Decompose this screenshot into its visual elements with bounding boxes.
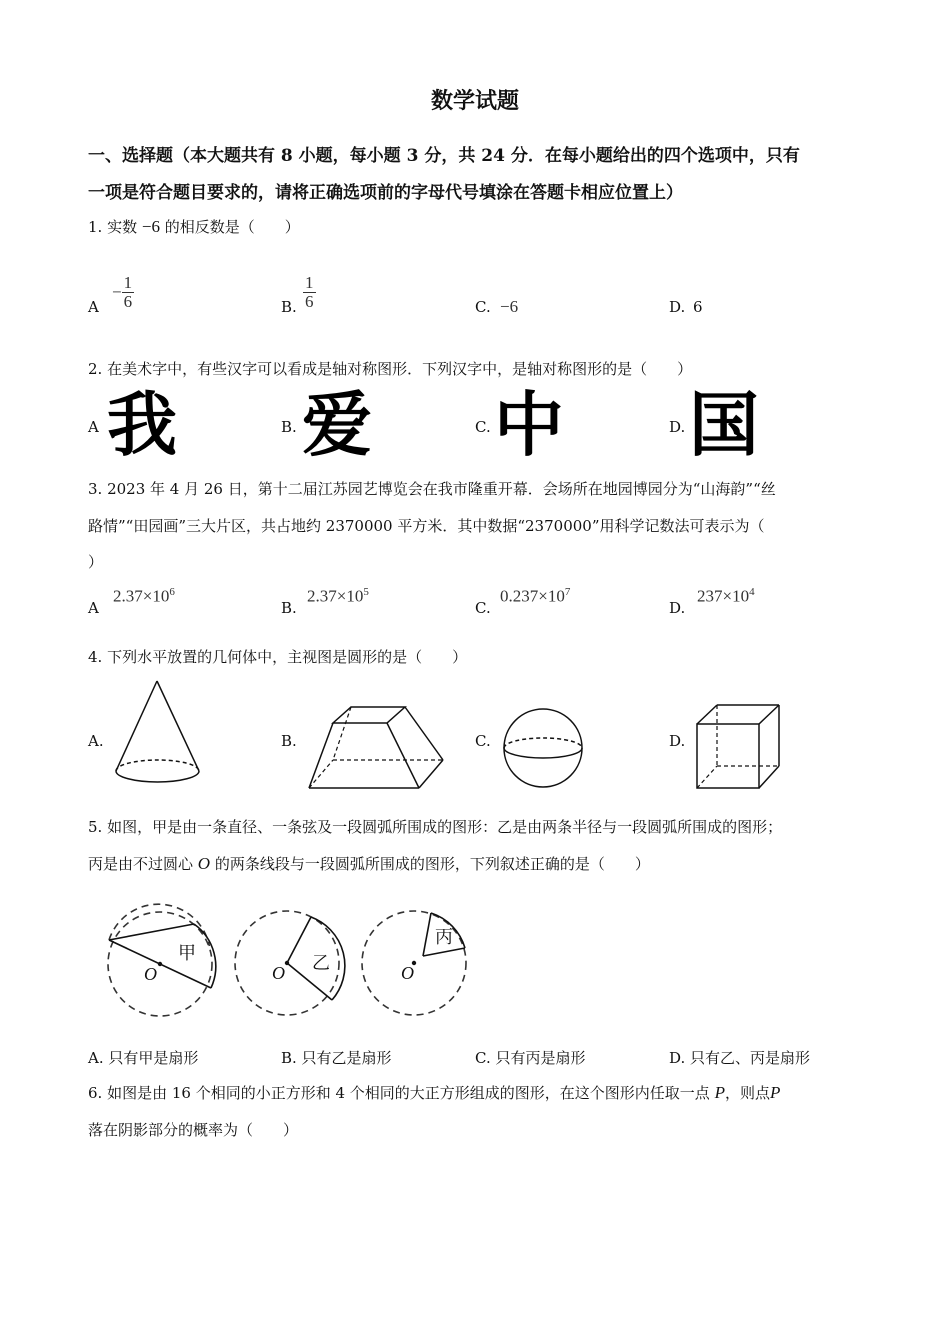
center-o-jia: O (144, 964, 157, 984)
q2-option-b-char: 爱 (302, 384, 372, 466)
q1-option-b-denominator: 6 (305, 292, 314, 311)
q3-option-d-label: D. (669, 599, 686, 617)
q3-option-d (697, 586, 755, 607)
q3-option-b-base: 2.37×10 (307, 586, 364, 606)
q3-option-d-base: 237×10 (697, 586, 750, 606)
label-jia: 甲 (178, 943, 196, 964)
q2-option-b-label: B. (281, 418, 297, 436)
figure-bing (361, 900, 473, 1026)
question-5-line2-suffix: 的两条线段与一段圆弧所围成的图形，下列叙述正确的是（ ） (214, 855, 650, 873)
q1-option-b-label: B. (281, 298, 297, 316)
q1-option-a (112, 274, 134, 311)
question-5-line2-prefix: 丙是由不过圆心 (88, 855, 194, 873)
figure-jia (106, 908, 214, 1020)
label-yi: 乙 (312, 953, 330, 974)
q5-option-d: D. 只有乙、丙是扇形 (669, 1049, 811, 1067)
q3-option-c-base: 0.237×10 (500, 586, 565, 606)
q1-option-c: −6 (500, 297, 519, 316)
q1-option-a-numerator: 1 (123, 273, 133, 292)
cube-figure (695, 702, 785, 792)
q1-option-a-sign: − (112, 282, 122, 302)
center-variable-o: O (197, 854, 211, 873)
q3-option-b-label: B. (281, 599, 297, 617)
q2-option-c-char: 中 (494, 384, 564, 466)
question-6-line1-mid: ，则点 (724, 1084, 770, 1102)
question-3-line2: 路情”“田园画”三大片区，共占地约 2370000 平方米．其中数据“2370000”用科学记数法可表示为（ (88, 517, 765, 535)
q2-option-d-label: D. (669, 418, 686, 436)
center-o-yi: O (272, 963, 285, 983)
q4-option-b-label: B. (281, 732, 297, 750)
question-1 (88, 216, 300, 237)
question-3-line1: 3. 2023 年 4 月 26 日，第十二届江苏园艺博览会在我市隆重开幕．会场所在地园博园分为“山海韵”“丝 (88, 480, 776, 498)
q4-option-c-label: C. (475, 732, 491, 750)
q1-option-b-numerator: 1 (305, 273, 314, 292)
label-bing: 丙 (435, 927, 453, 948)
center-o-bing: O (401, 963, 414, 983)
point-variable-p-2: P (769, 1083, 781, 1102)
sphere-figure (500, 705, 586, 791)
question-6-line1 (88, 1082, 780, 1103)
q3-option-c (500, 586, 570, 607)
section-instructions-line2: 一项是符合题目要求的，请将正确选项前的字母代号填涂在答题卡相应位置上） (88, 183, 683, 203)
q1-option-d: 6 (693, 298, 703, 316)
q2-option-a-char: 我 (107, 384, 177, 466)
question-3-line3: ） (88, 553, 104, 571)
q1-option-c-label: C. (475, 298, 491, 316)
q1-option-a-denominator: 6 (123, 292, 133, 311)
q1-option-a-label: A (88, 298, 99, 316)
question-4: 4. 下列水平放置的几何体中，主视图是圆形的是（ ） (88, 648, 468, 666)
q3-option-a-exponent: 6 (169, 586, 175, 598)
question-2: 2. 在美术字中，有些汉字可以看成是轴对称图形．下列汉字中，是轴对称图形的是（ ） (88, 360, 693, 378)
figure-yi (234, 900, 346, 1026)
question-6-line1-prefix: 6. 如图是由 16 个相同的小正方形和 4 个相同的大正方形组成的图形，在这个图形内任取一点 (88, 1084, 710, 1102)
q3-option-c-label: C. (475, 599, 491, 617)
q5-option-b: B. 只有乙是扇形 (281, 1049, 392, 1067)
q3-option-c-exponent: 7 (564, 586, 571, 598)
question-1-number: −6 (141, 217, 160, 236)
page-title: 数学试题 (430, 88, 519, 114)
question-1-suffix: 的相反数是（ ） (164, 218, 300, 236)
frustum-figure (305, 703, 447, 791)
point-variable-p: P (714, 1083, 725, 1102)
cone-figure (112, 678, 204, 788)
q3-option-a-base: 2.37×10 (113, 586, 170, 606)
q1-option-d-label: D. (669, 298, 686, 316)
q3-option-b (307, 586, 369, 607)
q5-option-a: A. 只有甲是扇形 (88, 1049, 199, 1067)
q2-option-d-char: 国 (689, 384, 759, 466)
question-1-prefix: 1. 实数 (88, 218, 138, 236)
q3-option-a (113, 586, 175, 607)
question-5-line1: 5. 如图，甲是由一条直径、一条弦及一段圆弧所围成的图形：乙是由两条半径与一段圆弧所围成的图形； (88, 818, 783, 836)
q1-option-b (303, 274, 316, 311)
q4-option-d-label: D. (669, 732, 686, 750)
q2-option-a-label: A (88, 418, 99, 436)
section-instructions-line1: 一、选择题（本大题共有 8 小题，每小题 3 分，共 24 分．在每小题给出的四个选项中，只有 (88, 146, 800, 166)
question-5-line2 (88, 853, 650, 874)
q3-option-b-exponent: 5 (363, 586, 369, 598)
q2-option-c-label: C. (475, 418, 491, 436)
q3-option-d-exponent: 4 (749, 586, 755, 598)
question-6-line2: 落在阴影部分的概率为（ ） (88, 1121, 299, 1139)
q4-option-a-label: A. (88, 732, 104, 750)
q5-option-c: C. 只有丙是扇形 (475, 1049, 586, 1067)
q3-option-a-label: A (88, 599, 99, 617)
